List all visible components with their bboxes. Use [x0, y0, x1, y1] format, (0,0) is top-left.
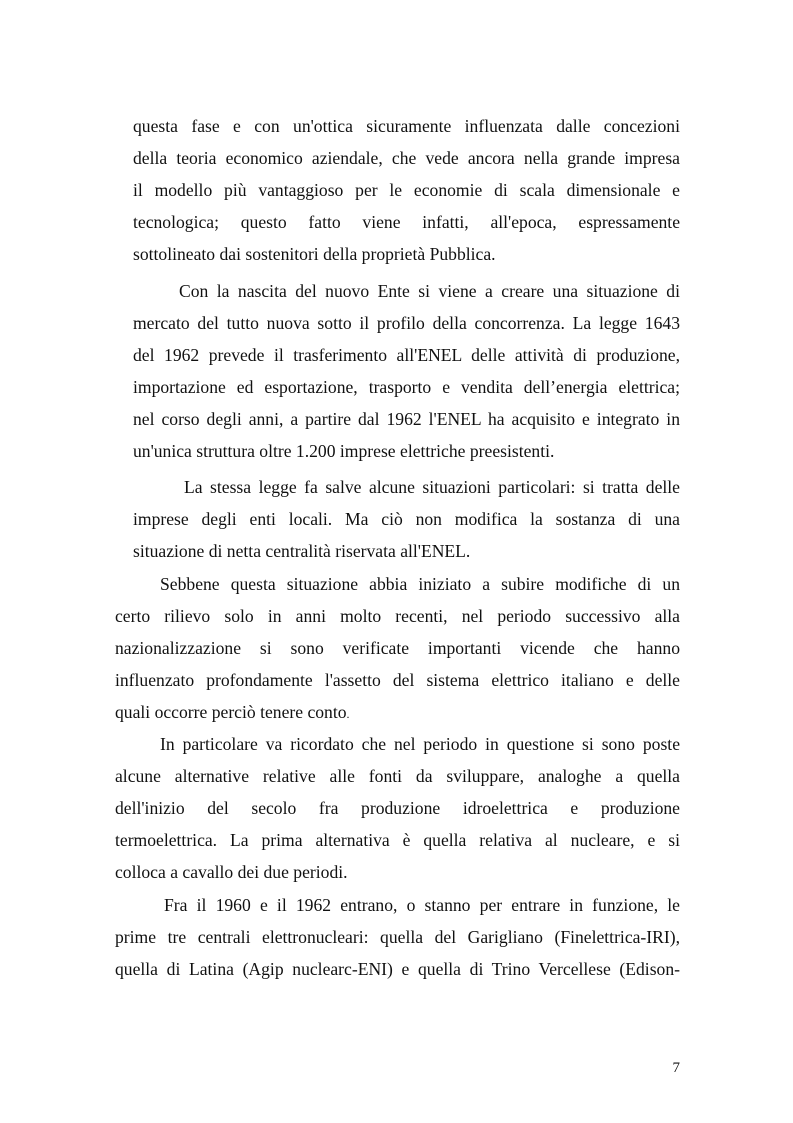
text-line: colloca a cavallo dei due periodi.	[115, 862, 348, 882]
text-line: Con la nascita del nuovo Ente si viene a creare una situazione di	[179, 281, 680, 301]
text-line: quali occorre perciò tenere conto	[115, 702, 347, 722]
text-line: In particolare va ricordato che nel periodo in questione si sono poste	[160, 734, 680, 754]
text-line: termoelettrica. La prima alternativa è quella relativa al nucleare, e si	[115, 830, 680, 850]
text-line: La stessa legge fa salve alcune situazioni particolari: si tratta delle	[184, 477, 680, 497]
text-line: questa fase e con un'ottica sicuramente influenzata dalle concezioni	[133, 116, 680, 136]
text-line: del 1962 prevede il trasferimento all'ENEL delle attività di produzione,	[133, 345, 680, 365]
text-line: influenzato profondamente l'assetto del sistema elettrico italiano e delle	[115, 670, 680, 690]
text-line: prime tre centrali elettronucleari: quella del Garigliano (Finelettrica-IRI),	[115, 927, 680, 947]
text-line: dell'inizio del secolo fra produzione idroelettrica e produzione	[115, 798, 680, 818]
text-line: nazionalizzazione si sono verificate importanti vicende che hanno	[115, 638, 680, 658]
text-line-with-dot	[115, 702, 680, 724]
text-line: il modello più vantaggioso per le economie di scala dimensionale e	[133, 180, 680, 200]
text-line: certo rilievo solo in anni molto recenti, nel periodo successivo alla	[115, 606, 680, 626]
trailing-dot: .	[346, 707, 350, 721]
text-line: importazione ed esportazione, trasporto e vendita dell’energia elettrica;	[133, 377, 680, 397]
text-line: sottolineato dai sostenitori della proprietà Pubblica.	[133, 244, 496, 264]
text-line: alcune alternative relative alle fonti da sviluppare, analoghe a quella	[115, 766, 680, 786]
text-line: tecnologica; questo fatto viene infatti, all'epoca, espressamente	[133, 212, 680, 232]
text-line: nel corso degli anni, a partire dal 1962 l'ENEL ha acquisito e integrato in	[133, 409, 680, 429]
text-line: della teoria economico aziendale, che vede ancora nella grande impresa	[133, 148, 680, 168]
page-number: 7	[672, 1060, 680, 1076]
text-line: un'unica struttura oltre 1.200 imprese elettriche preesistenti.	[133, 441, 555, 461]
text-line: mercato del tutto nuova sotto il profilo della concorrenza. La legge 1643	[133, 313, 680, 333]
text-line: Fra il 1960 e il 1962 entrano, o stanno per entrare in funzione, le	[164, 895, 680, 915]
text-line: Sebbene questa situazione abbia iniziato a subire modifiche di un	[160, 574, 680, 594]
text-line: imprese degli enti locali. Ma ciò non modifica la sostanza di una	[133, 509, 680, 529]
text-line: situazione di netta centralità riservata all'ENEL.	[133, 541, 471, 561]
text-line: quella di Latina (Agip nuclearc-ENI) e quella di Trino Vercellese (Edison-	[115, 959, 680, 979]
